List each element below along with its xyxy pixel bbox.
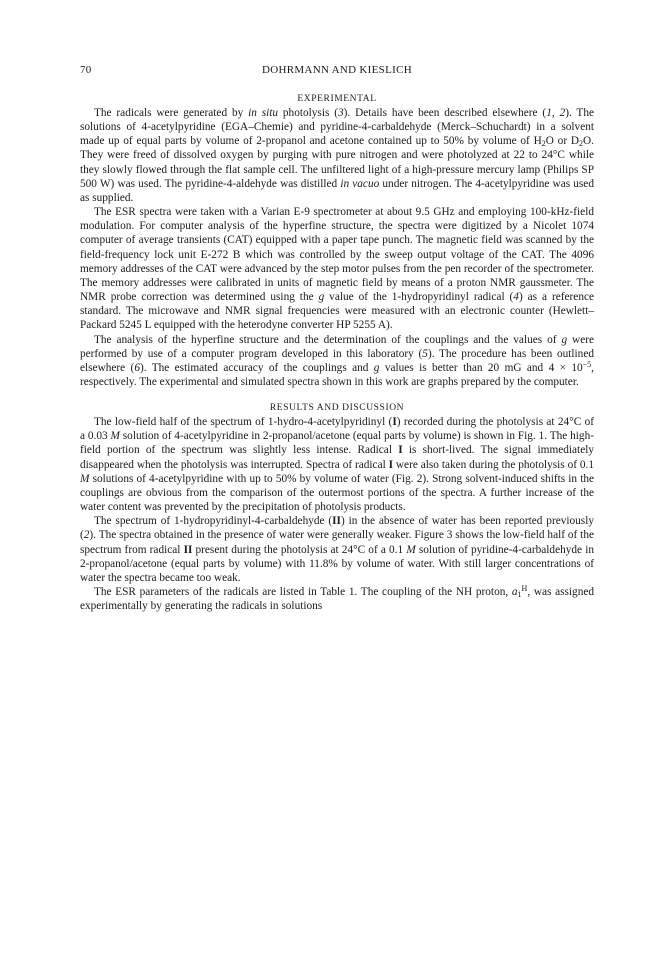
experimental-paragraph-2: The ESR spectra were taken with a Varian E-9 spectrometer at about 9.5 GHz and employing 100-kHz-field modulation. For computer analysis of the hyperfine structure, the spectra were digitized by a Nicolet 1074 computer of average transients (CAT) equipped with a paper tape punch. The magnetic field was scanned by the field-frequency lock unit E-272 B which was controlled by the sweep output voltage of the CAT. The 4096 memory addresses of the CAT were advanced by the step motor pulses from the pen recorder of the spectrometer. The memory addresses were calibrated in units of magnetic field by means of a proton NMR gaussmeter. The NMR probe correction was determined using the g value of the 1-hydropyridinyl radical (4) as a reference standard. The microwave and NMR signal frequencies were measured with an electronic counter (Hewlett–Packard 5245 L equipped with the heterodyne converter HP 5255 A). [80, 206, 594, 332]
running-head [80, 64, 594, 82]
running-title: DOHRMANN AND KIESLICH [262, 64, 412, 76]
document-page [80, 64, 594, 613]
results-heading: RESULTS AND DISCUSSION [269, 403, 405, 414]
experimental-heading: EXPERIMENTAL [297, 94, 377, 104]
results-paragraph-1: The low-field half of the spectrum of 1-hydro-4-acetylpyridinyl (I) recorded during the photolysis at 24°C of a 0.03 M solution of 4-acetylpyridine in 2-propanol/acetone (equal parts by volume) is shown in Fig. 1. The high-field portion of the spectrum was slightly less intense. Radical I is short-lived. The signal immediately disappeared when the photolysis was interrupted. Spectra of radical I were also taken during the photolysis of 0.1 M solutions of 4-acetylpyridine with up to 50% by volume of water (Fig. 2). Strong solvent-induced shifts in the couplings are obvious from the comparison of the outermost portions of the spectra. A further increase of the water content was prevented by the precipitation of photolysis products. [80, 416, 595, 514]
results-paragraph-2: The spectrum of 1-hydropyridinyl-4-carbaldehyde (II) in the absence of water has been reported previously (2). The spectra obtained in the presence of water were generally weaker. Figure 3 shows the low-field half of the spectrum from radical II present during the photolysis at 24°C of a 0.1 M solution of pyridine-4-carbaldehyde in 2-propanol/acetone (equal parts by volume) with 11.8% by volume of water. With still larger concentrations of water the spectra became too weak. [80, 515, 594, 584]
results-paragraph-3: The ESR parameters of the radicals are listed in Table 1. The coupling of the NH proton, $a_1^H$, was assigned experimentally by generating the radicals in solutions [80, 584, 595, 613]
experimental-paragraph-1: The radicals were generated by in situ photolysis (3). Details have been described elsewhere (1, 2). The solutions of 4-acetylpyridine (EGA–Chemie) and pyridine-4-carbaldehyde (Merck–Schuchardt) in a solvent made up of equal parts by volume of 2-propanol and acetone contained up to 50% by volume of $H_2O$ or $D_2O$. They were freed of dissolved oxygen by purging with pure nitrogen and were photolyzed at 22 to 24°C while they slowly flowed through the flat sample cell. The unfiltered light of a high-pressure mercury lamp (Philips SP 500 W) was used. The pyridine-4-aldehyde was distilled in vacuo under nitrogen. The 4-acetylpyridine was used as supplied. [80, 107, 594, 204]
experimental-paragraph-3: The analysis of the hyperfine structure and the determination of the couplings and the values of g were performed by use of a computer program developed in this laboratory (5). The procedure has been outlined elsewhere (6). The estimated accuracy of the couplings and g values is better than 20 mG and $4 \times 10^{-5}$, respectively. The experimental and simulated spectra shown in this work are graphs prepared by the computer. [80, 333, 594, 388]
page-number: 70 [80, 64, 92, 76]
